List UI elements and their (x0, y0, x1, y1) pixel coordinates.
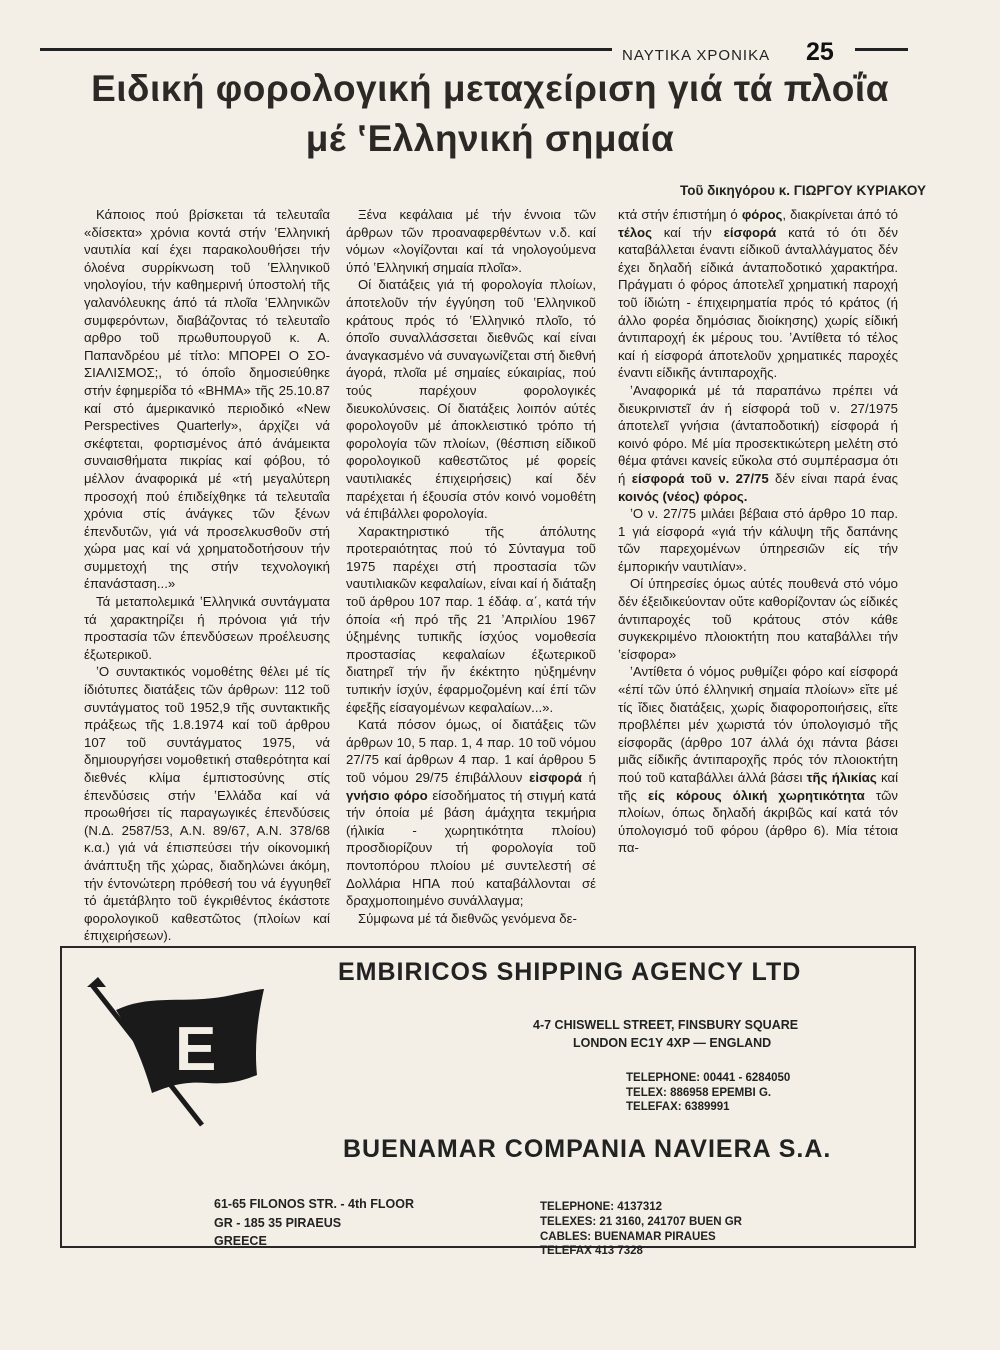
flag-letter: E (175, 1015, 217, 1084)
paragraph (618, 382, 898, 505)
article-title-line-1: Ειδική φορολογική μεταχείριση γιά τά πλοΐα (91, 68, 889, 109)
paragraph (618, 663, 898, 857)
company-1-telex: TELEX: 886958 EPEMBI G. (626, 1086, 772, 1099)
article-title (30, 64, 950, 164)
text-run: κατά τό ότι δέν καταβάλλεται έναντι είδικοῦ άνταλλάγματος δέν έχει δηλαδή είδικά άνταποδοτικό χαρακτήρα. Πράγματι ό φόρος άποτελεῖ χρηματική παροχή τοῦ ίδιώτη - έπιχειρηματία πρός τό κράτος (ή άλλο φορέα δημόσιας διοίκησης) χωρίς είδική άντιπαροχή έκ μέρους του. ʼΑντίθετα τό τέλος καί ή είσφορά άποτελοῦν χρηματικές παροχές έναντι είδικῆς άντιπαροχῆς. (618, 224, 898, 381)
bold-term: τῆς ήλικίας (806, 770, 877, 785)
page-number: 25 (806, 38, 834, 66)
paragraph: Χαρακτηριστικό τῆς άπόλυτης προτεραιότητας πού τό Σύνταγμα τοῦ 1975 παρέχει στή προστασία τῶν ναυτιλιακῶν κεφαλαίων, είναι καί ή διάταξη τοῦ άρθρου 107 παρ. 1 έδάφ. α΄, κατά τήν όποία «ή πρό τῆς 21 ʼΑπριλίου 1967 ύξημένης τυπικῆς ίσχύος νομοθεσία προστασίας κεφαλαίων έξωτερικοῦ διατηρεῖ τήν ἤν έκέκτητο ηὐξημένην τυπικήν ίσχύν, έφαρμοζομένη καί έπί τῶν έφεξῆς είσαγομένων κεφαλαίων...». (346, 523, 596, 715)
bold-term: εἰσφορά (529, 770, 582, 785)
article-column-2 (346, 206, 596, 927)
company-2-telephone: TELEPHONE: 4137312 (540, 1201, 663, 1213)
text-run: είσοδήματος τή στιγμή κατά τήν όποία μέ βάση άμάχητα τεκμήρια (ήλικία - χωρητικότητα πλοίου) προσδιορίζουν τή φορολογία τοῦ ποντοπόρου πλοίου μέ συντελεστή σέ Δολλάρια ΗΠΑ πού καταβάλλονται σέ δραχμοποιημένο συνάλλαγμα; (346, 787, 596, 909)
paragraph: Οί διατάξεις γιά τή φορολογία πλοίων, άποτελοῦν τήν έγγύηση τοῦ ʽΕλληνικοῦ κράτους πρός τό ʽΕλληνικό πλοῖο, τό όποῖο συναλλάσσεται διεθνῶς καί είναι άναγκασμένο νά συναγωνίζεται στή διεθνή άγορά, πλοῖα μέ σημαίες εύκαιρίας, πού τούς παρέχουν φορολογικές διευκολύνσεις. Οί διατάξεις λοιπόν αύτές φορολογοῦν μέ άποκλειστικό τρόπο τή φορολογία τῶν πλοίων, (θέσπιση είδικοῦ φορολογικοῦ καθεστῶτος μέ φορείς ναυτιλιακές έπιχειρήσεις) καί δέν παρέχεται ή έξουσία στόν κοινό νομοθέτη νά έπιβάλλει φορολογία. (346, 277, 596, 522)
bold-term: φόρος (741, 207, 783, 222)
paragraph: Οί ύπηρεσίες όμως αύτές πουθενά στό νόμο δέν έξειδικεύονταν οὔτε καθορίζονταν ώς είδικές άντιπαροχές τοῦ κράτους στόν κάθε συγκεκριμένο πλοιοκτήτη που καταβάλλει τήν ʽείσφορα» (618, 576, 898, 662)
text-run: δέν είναι παρά ένας (768, 470, 898, 486)
text-run: καί τῆς (618, 770, 898, 803)
paragraph (618, 206, 898, 382)
company-2-address-line-2: GR - 185 35 PIRAEUS (214, 1215, 342, 1230)
paragraph (346, 716, 596, 910)
company-flag-icon (82, 975, 267, 1135)
company-1-name: EMBIRICOS SHIPPING AGENCY LTD (338, 958, 802, 986)
text-run: κτά στήν έπιστήμη ό (618, 207, 742, 222)
header-rule-left (40, 48, 612, 51)
company-1-address-line-2: LONDON EC1Y 4XP — ENGLAND (573, 1036, 772, 1050)
article-column-3 (618, 206, 898, 857)
company-1-address-line-1: 4-7 CHISWELL STREET, FINSBURY SQUARE (533, 1018, 799, 1032)
text-run: , διακρίνεται άπό τό (782, 207, 898, 222)
paragraph: ʽΟ ν. 27/75 μιλάει βέβαια στό άρθρο 10 παρ. 1 γιά είσφορά «γιά τήν κάλυψη τῆς δαπάνης τῶν παρεχομένων ύπηρεσιῶν είς τήν έμπορικήν ναυτιλίαν». (618, 506, 898, 574)
text-run: καί τήν (651, 224, 724, 240)
company-2-telexes: TELEXES: 21 3160, 241707 BUEN GR (540, 1215, 742, 1228)
paragraph: Κάποιος πού βρίσκεται τά τελευταΐα «δίσεκτα» χρόνια κοντά στήν ʽΕλληνική ναυτιλία καί έχει παρακολουθήσει τήν όλοένα συρρίκνωση τοῦ ʽΕλληνικοῦ νηολογίου, τήν καθημερινή ύποστολή τῆς γαλανόλευκης άπό τά πλοῖα ʽΕλληνικῶν συμφερόντων, διαβάζοντας τό τελευταΐο αρθρο τοῦ πρωθυπουργοῦ κ. Α. Παπανδρέου μέ τίτλο: ΜΠΟΡΕΙ Ο ΣΟ-ΣΙΑΛΙΣΜΟΣ;, τό όποΐο δημοσιεύθηκε στήν έφημερίδα τό «ΒΗΜΑ» τῆς 25.10.87 καί στό άμερικανικό περιοδικό «New Perspectives Quarterly», άρχίζει νά σκέφτεται, φορτισμένος άπό άνάμεικτα συναισθήματα πικρίας καί φόβου, τό μέλλον άναφορικά μέ «τή μεγαλύτερη προσοχή πού έπιδείχθηκε τά τελευταΐα χρόνια στίς άνάγκες τῶν ξένων έπενδυτῶν, γιά νά προσελκυσθοῦν στή χώρα μας καί νά χρηματοδοτήσουν τήν συμμετοχή της στήν τεχνολογική έπανάσταση...» (84, 207, 330, 592)
bold-term: είς κόρους όλική χωρητικότητα (648, 787, 865, 803)
flag-pole-tip (87, 977, 106, 987)
article-title-line-2: μέ ʽΕλληνική σημαία (305, 118, 675, 159)
article-column-1 (84, 206, 330, 945)
company-2-cables: CABLES: BUENAMAR PIRAUES (540, 1230, 716, 1243)
bold-term: κοινός (νέος) φόρος. (618, 488, 748, 504)
paragraph: Τά μεταπολεμικά ʽΕλληνικά συντάγματα τά χαρακτηρίζει ή πρόνοια γιά τήν προστασία τῶν έπενδύσεων προέλευσης έξωτερικοῦ. (84, 594, 330, 662)
magazine-name: ΝΑΥΤΙΚΑ ΧΡΟΝΙΚΑ (622, 47, 771, 64)
bold-term: γνήσιο φόρο (346, 787, 428, 803)
paragraph: Ξένα κεφάλαια μέ τήν έννοια τῶν άρθρων τῶν προαναφερθέντων ν.δ. καί νόμων «λογίζονται καί τά νηολογούμενα ύπό ʽΕλληνική σημαία πλοῖα». (346, 207, 596, 275)
bold-term: είσφορά (723, 224, 777, 240)
company-2-address (214, 1195, 414, 1251)
text-run: τῶν πλοίων, όπως δηλαδή άκριβῶς καί κατά τόν ύπολογισμό τοῦ φόρου (άρθρο 6). Μία τέτοια πα- (618, 787, 898, 856)
company-1-telephone: TELEPHONE: 00441 - 6284050 (626, 1072, 791, 1084)
paragraph: ʽΟ συντακτικός νομοθέτης θέλει μέ τίς ίδιότυπες διατάξεις τῶν άρθρων: 112 τοῦ συντάγματος τοῦ 1952,9 τῆς συντακτικῆς πράξεως τῆς 1.8.1974 καί τοῦ άρθρου 107 τοῦ συντάγματος 1975, νά δημιουργήσει νομοθετική σταθερότητα καί διεθνές κλίμα έμπιστοσύνης στίς έπενδύσεις στήν ʽΕλλάδα καί νά προωθήσει τίς παραγωγικές έπενδύσεις (Ν.Δ. 2587/53, Α.Ν. 89/67, Α.Ν. 378/68 κ.α.) γιά νά έπισπεύσει τήν οίκονομική άνάπτυξη τῆς χώρας, διαδηλώνει άκόμη, τήν έντονώτερη πρόθεσή του νά έγγυηθεῖ τό άμετάβλητο τοῦ έγκριθέντος έκάστοτε φορολογικοῦ καθεστῶτος (πλοίων καί έπιχειρήσεων). (84, 664, 330, 944)
company-1-telefax: TELEFAX: 6389991 (626, 1101, 730, 1113)
bold-term: τέλος (618, 224, 652, 240)
text-run: ʼΑντίθετα ό νόμος ρυθμίζει φόρο καί είσφορά «έπί τῶν ύπό έλληνική σημαία πλοίων» εἴτε μέ τίς ἴδιες διατάξεις, χωρίς διαφοροποιήσεις, εἴτε προβλέπει μέν χωριστά τόν ύπολογισμό τῆς είσφορᾶς (άρθρο 107 άλλά όχι πάντα βάσει μιᾶς είδικῆς άντιπαροχῆς πρός τόν πλοιοκτήτη πού τοῦ καταβάλλει άλλά βάσει (618, 664, 898, 785)
company-2-name: BUENAMAR COMPANIA NAVIERA S.A. (343, 1135, 832, 1163)
company-2-contacts (540, 1200, 742, 1259)
byline: Τοῦ δικηγόρου κ. ΓΙΩΡΓΟΥ ΚΥΡΙΑΚΟΥ (679, 183, 926, 198)
text-run: ʼΑναφορικά μέ τά παραπάνω πρέπει νά διευκρινιστεῖ άν ή είσφορά τοῦ ν. 27/1975 άποτελεῖ γνήσια (άνταποδοτική) είσφορά ή κοινό φόρο. Μέ μία προσεκτικώτερη μελέτη στό θέμα φτάνει κανείς εὔκολα στό συμπέρασμα ότι ή (618, 382, 898, 486)
text-run: ή (581, 770, 597, 785)
company-2-address-line-3: GREECE (214, 1234, 267, 1248)
bold-term: είσφορά τοῦ ν. 27/75 (631, 470, 769, 486)
text-run: Κατά πόσον όμως, οί διατάξεις τῶν άρθρων 10, 5 παρ. 1, 4 παρ. 10 τοῦ νόμου 27/75 καί άρθρων 4 παρ. 1 καί άρθρου 5 τοῦ νόμου 29/75 έπιβάλλουν (346, 717, 596, 785)
company-2-address-line-1: 61-65 FILONOS STR. - 4th FLOOR (214, 1197, 415, 1211)
company-2-telefax: TELEFAX 413 7328 (540, 1245, 643, 1258)
header-rule-right (855, 48, 908, 51)
paragraph: Σύμφωνα μέ τά διεθνῶς γενόμενα δε- (358, 910, 577, 926)
company-1-contacts (626, 1071, 790, 1115)
